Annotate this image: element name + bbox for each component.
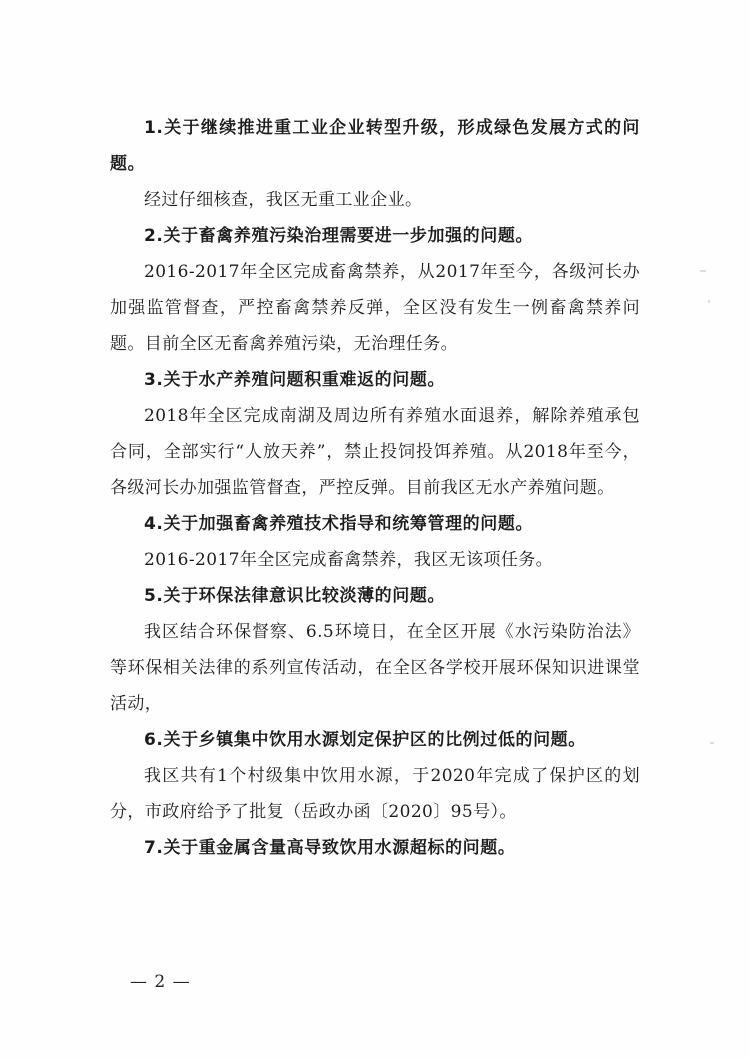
scan-speck <box>708 300 710 303</box>
section-body-4: 2016-2017年全区完成畜禽禁养，我区无该项任务。 <box>144 550 554 570</box>
section-heading-6: 6.关于乡镇集中饮用水源划定保护区的比例过低的问题。 <box>144 730 586 750</box>
section-heading-5: 5.关于环保法律意识比较淡薄的问题。 <box>144 586 446 606</box>
scan-speck <box>710 742 714 744</box>
section-heading-4: 4.关于加强畜禽养殖技术指导和统筹管理的问题。 <box>144 514 534 534</box>
section-heading-3: 3.关于水产养殖问题积重难返的问题。 <box>144 370 446 390</box>
section-heading-2: 2.关于畜禽养殖污染治理需要进一步加强的问题。 <box>144 226 534 246</box>
section-body-5: 我区结合环保督察、6.5环境日，在全区开展《水污染防治法》等环保相关法律的系列宣传活动，在全区各学校开展环保知识进课堂活动， <box>110 622 640 714</box>
section-body-1: 经过仔细核查，我区无重工业企业。 <box>144 190 423 210</box>
section-heading-7: 7.关于重金属含量高导致饮用水源超标的问题。 <box>144 838 516 858</box>
scan-speck <box>700 270 706 272</box>
section-body-2: 2016-2017年全区完成畜禽禁养，从2017年至今，各级河长办加强监管督查，严控畜禽禁养反弹，全区没有发生一例畜禽禁养问题。目前全区无畜禽养殖污染，无治理任务。 <box>110 262 640 354</box>
page-number: — 2 — <box>130 972 191 992</box>
document-body <box>110 110 640 866</box>
section-body-3: 2018年全区完成南湖及周边所有养殖水面退养，解除养殖承包合同，全部实行“人放天养”，禁止投饲投饵养殖。从2018年至今，各级河长办加强监管督查，严控反弹。目前我区无水产养殖问题。 <box>110 406 640 498</box>
section-body-6: 我区共有1个村级集中饮用水源，于2020年完成了保护区的划分，市政府给予了批复（岳政办函〔2020〕95号）。 <box>110 766 640 822</box>
section-heading-1: 1.关于继续推进重工业企业转型升级，形成绿色发展方式的问题。 <box>110 118 640 174</box>
